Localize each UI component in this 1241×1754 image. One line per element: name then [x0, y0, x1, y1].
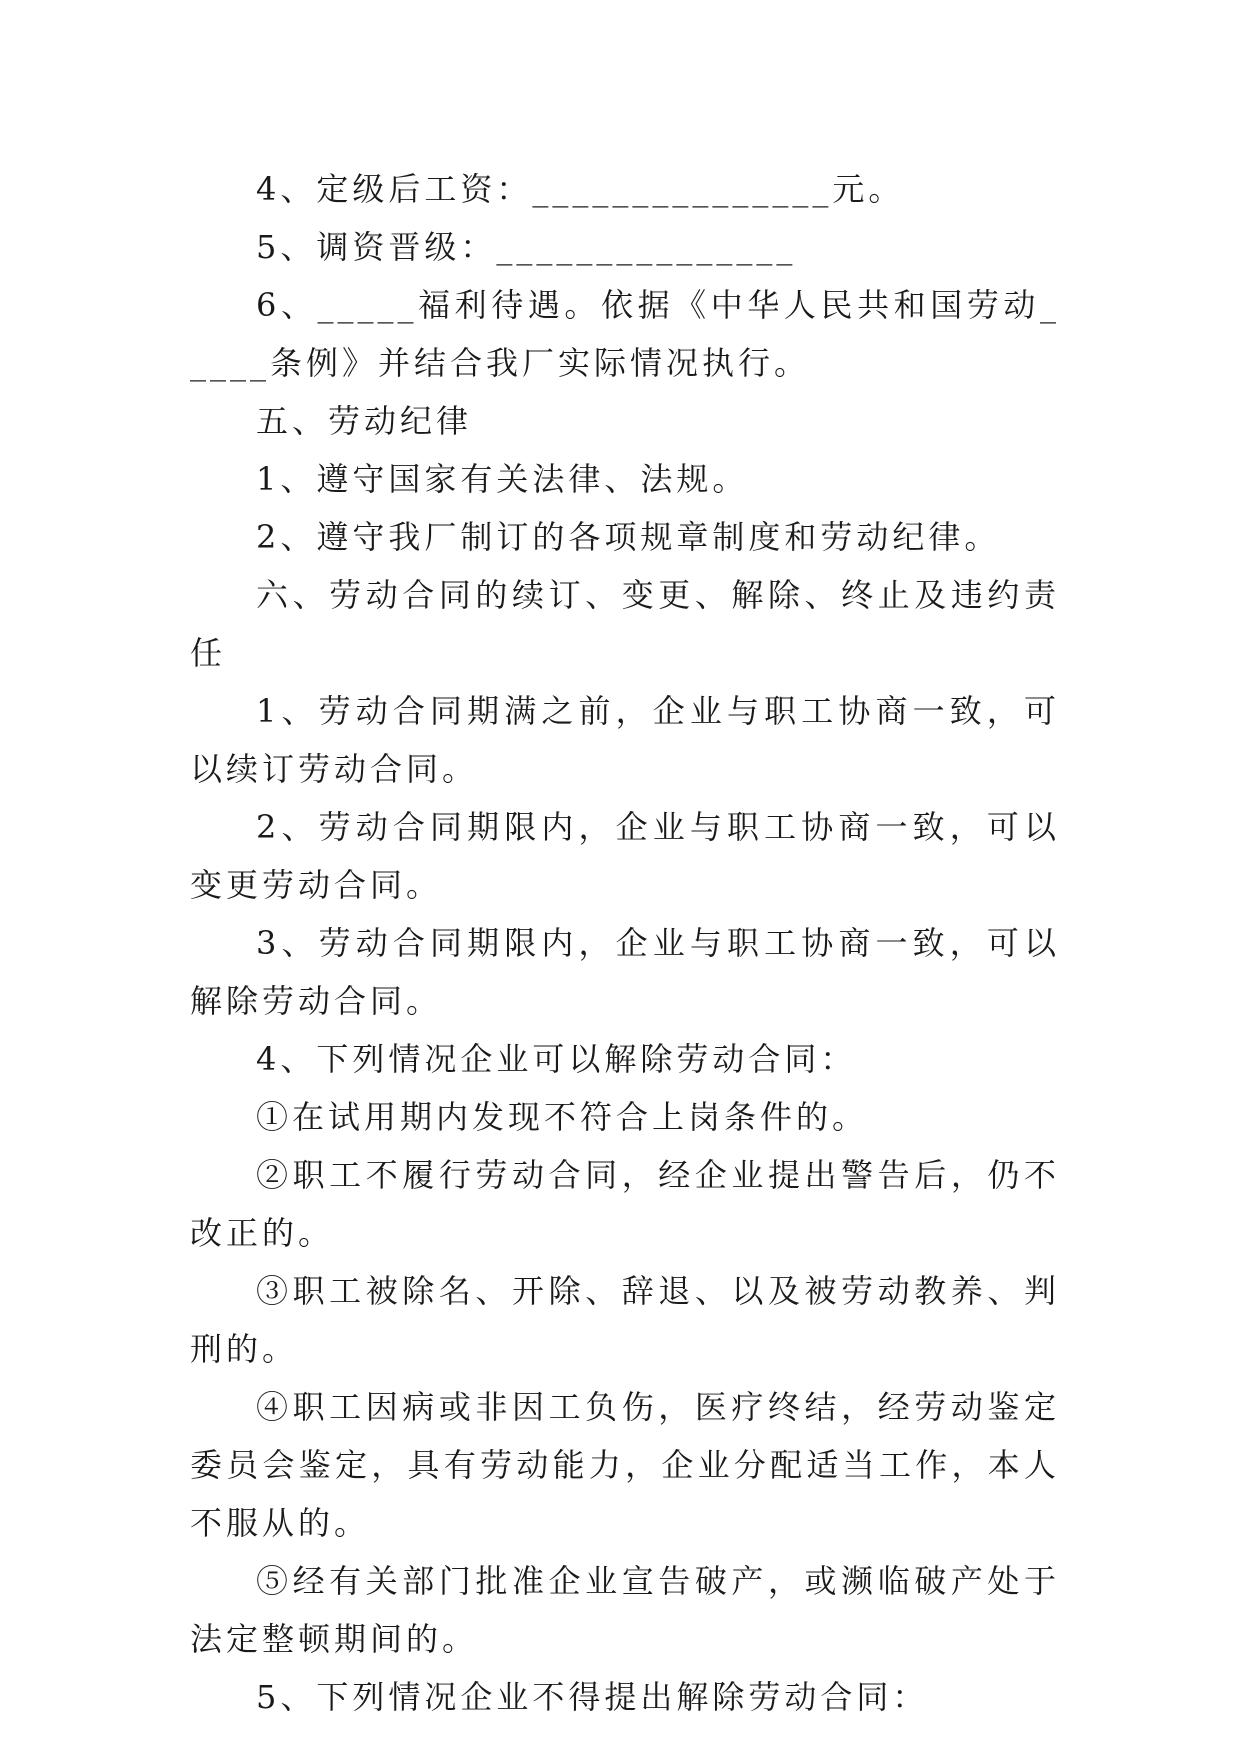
paragraph-renewal: 1、劳动合同期满之前，企业与职工协商一致，可以续订劳动合同。: [190, 692, 1060, 788]
document-body: [190, 160, 1060, 1726]
section-heading-labor-discipline: 五、劳动纪律: [256, 402, 473, 440]
paragraph-termination-conditions: 4、下列情况企业可以解除劳动合同：: [256, 1040, 857, 1078]
list-item-condition-1: ①在试用期内发现不符合上岗条件的。: [256, 1098, 869, 1136]
list-item-condition-5: ⑤经有关部门批准企业宣告破产，或濒临破产处于法定整顿期间的。: [190, 1562, 1060, 1658]
paragraph-salary-adjustment: 5、调资晋级：_______________: [256, 228, 797, 266]
list-item-condition-4: ④职工因病或非因工负伤，医疗终结，经劳动鉴定委员会鉴定，具有劳动能力，企业分配适当工作，本人不服从的。: [190, 1388, 1060, 1542]
list-item-condition-3: ③职工被除名、开除、辞退、以及被劳动教养、判刑的。: [190, 1272, 1060, 1368]
paragraph-discipline-2: 2、遵守我厂制订的各项规章制度和劳动纪律。: [256, 518, 1001, 556]
paragraph-termination-mutual: 3、劳动合同期限内，企业与职工协商一致，可以解除劳动合同。: [190, 924, 1060, 1020]
paragraph-change: 2、劳动合同期限内，企业与职工协商一致，可以变更劳动合同。: [190, 808, 1060, 904]
paragraph-discipline-1: 1、遵守国家有关法律、法规。: [256, 460, 749, 498]
paragraph-welfare: 6、_____福利待遇。依据《中华人民共和国劳动_____条例》并结合我厂实际情况执行。: [190, 286, 1060, 382]
list-item-condition-2: ②职工不履行劳动合同，经企业提出警告后，仍不改正的。: [190, 1156, 1060, 1252]
paragraph-salary-after-grading: 4、定级后工资：_______________元。: [256, 170, 905, 208]
paragraph-no-termination-conditions: 5、下列情况企业不得提出解除劳动合同：: [256, 1678, 929, 1716]
section-heading-contract-changes: 六、劳动合同的续订、变更、解除、终止及违约责任: [190, 576, 1060, 672]
